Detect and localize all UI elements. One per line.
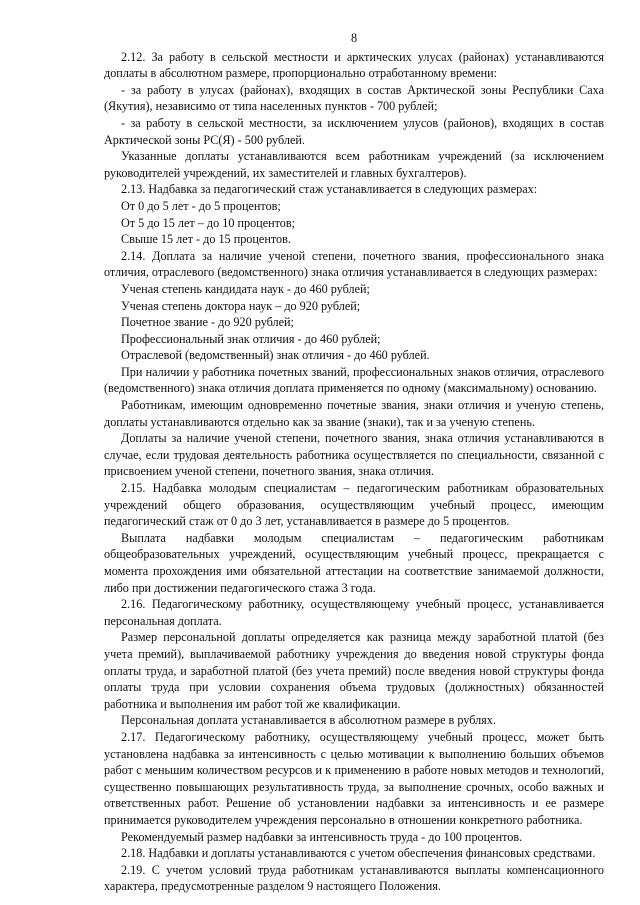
paragraph: От 0 до 5 лет - до 5 процентов; xyxy=(121,198,281,213)
document-body xyxy=(104,49,604,895)
paragraph: Отраслевой (ведомственный) знак отличия - до 460 рублей. xyxy=(121,348,430,363)
paragraph: 2.17. Педагогическому работнику, осуществляющему учебный процесс, может быть установлена надбавка за интенсивность с целью мотивации к выполнению больших объемов работ с меньшим количеством ресурсов и к применению в работе новых методов и технологий, существенно повышающих результативность труда, за выполнение срочных, особо важных и ответственных работ. Решение об установлении надбавки за интенсивность и ее размере принимается руководителем учреждения персонально в отношении конкретного работника. xyxy=(104,729,604,827)
paragraph: Рекомендуемый размер надбавки за интенсивность труда - до 100 процентов. xyxy=(121,829,523,844)
paragraph: Указанные доплаты устанавливаются всем работникам учреждений (за исключением руководителей учреждений, их заместителей и главных бухгалтеров). xyxy=(104,149,604,180)
paragraph: Размер персональной доплаты определяется как разница между заработной платой (без учета премий), выплачиваемой работнику учреждения до введения новой структуры фонда оплаты труда, и заработной платой (без учета премий) после введения новой структуры фонда оплаты труда при условии сохранения объема трудовых (должностных) обязанностей работника и выполнения им работ той же квалификации. xyxy=(104,630,604,711)
paragraph: Персональная доплата устанавливается в абсолютном размере в рублях. xyxy=(121,713,496,728)
paragraph: От 5 до 15 лет – до 10 процентов; xyxy=(121,215,296,230)
paragraph: 2.16. Педагогическому работнику, осуществляющему учебный процесс, устанавливается персональная доплата. xyxy=(104,597,604,628)
paragraph: - за работу в улусах (районах), входящих в состав Арктической зоны Республики Саха (Якутия), независимо от типа населенных пунктов - 700 рублей; xyxy=(104,82,604,114)
paragraph: Почетное звание - до 920 рублей; xyxy=(121,315,294,330)
paragraph: 2.15. Надбавка молодым специалистам – педагогическим работникам образовательных учреждений общего образования, осуществляющим учебный процесс, имеющим педагогический стаж от 0 до 3 лет, устанавливается в размере до 5 процентов. xyxy=(104,481,604,529)
paragraph: Ученая степень кандидата наук - до 460 рублей; xyxy=(121,281,370,296)
paragraph: 2.12. За работу в сельской местности и арктических улусах (районах) устанавливаются доплаты в абсолютном размере, пропорционально отработанному времени: xyxy=(104,49,604,81)
paragraph: Ученая степень доктора наук – до 920 рублей; xyxy=(121,298,361,313)
paragraph: Доплаты за наличие ученой степени, почетного звания, знака отличия устанавливаются в случае, если трудовая деятельность работника осуществляется по специальности, связанной с присвоением ученой степени, почетного звания, знака отличия. xyxy=(104,431,604,479)
paragraph: Выплата надбавки молодым специалистам – педагогическим работникам общеобразовательных учреждений, осуществляющим учебный процесс, прекращается с момента прохождения ими обязательной аттестации на соответствие занимаемой должности, либо при достижении педагогического стажа 3 года. xyxy=(104,530,604,595)
paragraph: - за работу в сельской местности, за исключением улусов (районов), входящих в состав Арктической зоны РС(Я) - 500 рублей. xyxy=(104,115,604,147)
paragraph: Профессиональный знак отличия - до 460 рублей; xyxy=(121,331,381,346)
document-page xyxy=(104,30,604,895)
page-number: 8 xyxy=(350,31,358,45)
paragraph: 2.19. С учетом условий труда работникам устанавливаются выплаты компенсационного характера, предусмотренные разделом 9 настоящего Положения. xyxy=(104,862,604,894)
paragraph: 2.14. Доплата за наличие ученой степени, почетного звания, профессионального знака отличия, отраслевого (ведомственного) знака отличия устанавливается в следующих размерах: xyxy=(104,248,604,280)
paragraph: Свыше 15 лет - до 15 процентов. xyxy=(121,232,291,247)
paragraph: Работникам, имеющим одновременно почетные звания, знаки отличия и ученую степень, доплаты устанавливаются отдельно как за звание (знаки), так и за ученую степень. xyxy=(104,398,604,429)
paragraph: При наличии у работника почетных званий, профессиональных знаков отличия, отраслевого (ведомственного) знака отличия доплата применяется по одному (максимальному) основанию. xyxy=(104,364,604,396)
paragraph: 2.13. Надбавка за педагогический стаж устанавливается в следующих размерах: xyxy=(121,182,538,197)
paragraph: 2.18. Надбавки и доплаты устанавливаются с учетом обеспечения финансовых средствами. xyxy=(121,846,596,861)
